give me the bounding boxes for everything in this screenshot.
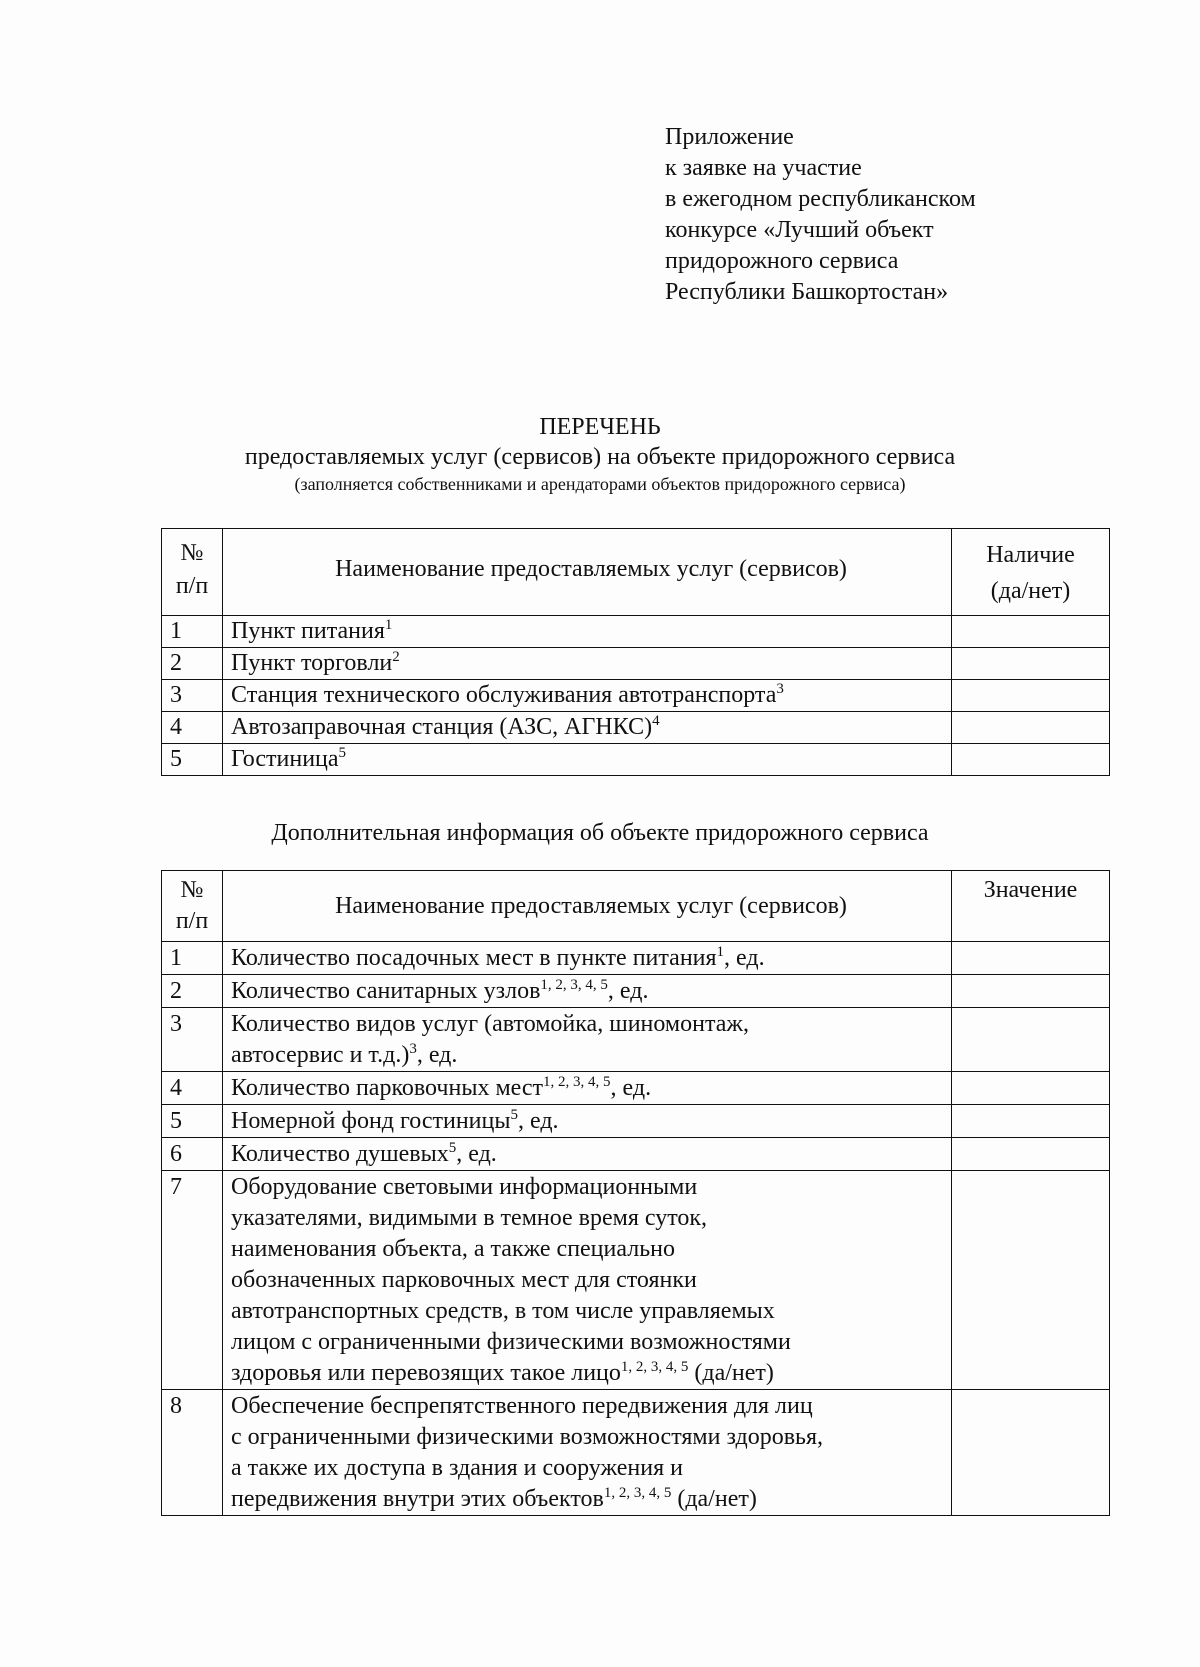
table-row: [162, 744, 1110, 776]
row-service-name: [223, 648, 952, 680]
table-row: [162, 648, 1110, 680]
row-service-name: [223, 680, 952, 712]
row-number: 7: [162, 1171, 223, 1390]
table-header-row: [162, 871, 1110, 942]
row-name-text: Количество парковочных мест: [231, 1075, 544, 1101]
row-value-cell[interactable]: [952, 680, 1110, 712]
row-name-text: автотранспортных средств, в том числе управляемых: [231, 1298, 775, 1324]
header-service-name: Наименование предоставляемых услуг (сервисов): [223, 529, 952, 616]
row-name-text: передвижения внутри этих объектов: [231, 1486, 604, 1512]
appendix-line: конкурсе «Лучший объект: [665, 217, 934, 243]
row-number: 5: [162, 744, 223, 776]
row-service-name: [223, 1138, 952, 1171]
row-name-text: автосервис и т.д.): [231, 1042, 410, 1068]
row-number: 1: [162, 616, 223, 648]
row-service-name: [223, 712, 952, 744]
row-value-cell[interactable]: [952, 1105, 1110, 1138]
table-row: [162, 1072, 1110, 1105]
row-service-name: [223, 1390, 952, 1516]
appendix-block: [665, 122, 976, 308]
footnote-ref: 1, 2, 3, 4, 5: [543, 1074, 611, 1090]
row-number: 4: [162, 712, 223, 744]
document-note: (заполняется собственниками и арендаторами объектов придорожного сервиса): [294, 474, 906, 494]
header-service-name: Наименование предоставляемых услуг (сервисов): [223, 871, 952, 942]
table-row: [162, 1390, 1110, 1516]
footnote-ref: 1, 2, 3, 4, 5: [620, 1359, 689, 1375]
appendix-line: придорожного сервиса: [665, 248, 899, 274]
row-name-text: обозначенных парковочных мест для стоянки: [231, 1267, 697, 1293]
table-row: [162, 942, 1110, 975]
footnote-ref: 1: [384, 617, 393, 633]
row-name-text: Пункт торговли: [231, 650, 393, 676]
row-service-name: [223, 975, 952, 1008]
row-name-suffix: , ед.: [456, 1141, 497, 1167]
row-name-text: Количество посадочных мест в пункте питания: [231, 945, 717, 971]
header-availability: Наличие (да/нет): [952, 529, 1110, 616]
table-header-row: [162, 529, 1110, 616]
row-name-text: Количество душевых: [231, 1141, 449, 1167]
footnote-ref: 3: [776, 681, 784, 697]
row-service-name: [223, 1105, 952, 1138]
row-number: 4: [162, 1072, 223, 1105]
section-heading: Дополнительная информация об объекте придорожного сервиса: [271, 820, 929, 846]
row-service-name: [223, 1008, 952, 1072]
row-number: 6: [162, 1138, 223, 1171]
row-value-cell[interactable]: [952, 712, 1110, 744]
title-block: [0, 412, 1200, 496]
footnote-ref: 1, 2, 3, 4, 5: [603, 1485, 672, 1501]
services-table: [161, 528, 1110, 776]
row-name-suffix: , ед.: [607, 978, 649, 1004]
row-name-text: Обеспечение беспрепятственного передвижения для лиц: [231, 1393, 813, 1419]
row-service-name: [223, 1072, 952, 1105]
row-name-text: наименования объекта, а также специально: [231, 1236, 675, 1262]
row-name-suffix: , ед.: [518, 1108, 559, 1134]
table-row: [162, 1138, 1110, 1171]
row-name-text: здоровья или перевозящих такое лицо: [231, 1360, 621, 1386]
row-value-cell[interactable]: [952, 1008, 1110, 1072]
row-number: 2: [162, 975, 223, 1008]
row-service-name: [223, 744, 952, 776]
row-name-text: указателями, видимыми в темное время суток,: [231, 1205, 708, 1231]
row-name-text: Количество санитарных узлов: [231, 978, 541, 1004]
appendix-line: к заявке на участие: [665, 155, 862, 181]
row-value-cell[interactable]: [952, 1138, 1110, 1171]
row-value-cell[interactable]: [952, 744, 1110, 776]
row-number: 5: [162, 1105, 223, 1138]
header-number: № п/п: [162, 871, 223, 942]
row-name-text: Номерной фонд гостиницы: [231, 1108, 511, 1134]
row-name-suffix: (да/нет): [688, 1360, 774, 1386]
table-row: [162, 975, 1110, 1008]
services-table-body: [162, 616, 1110, 776]
row-number: 8: [162, 1390, 223, 1516]
row-name-text: с ограниченными физическими возможностями здоровья,: [231, 1424, 824, 1450]
row-value-cell[interactable]: [952, 648, 1110, 680]
row-number: 2: [162, 648, 223, 680]
table-row: [162, 712, 1110, 744]
row-name-suffix: , ед.: [416, 1042, 458, 1068]
header-number: № п/п: [162, 529, 223, 616]
footnote-ref: 5: [338, 745, 347, 761]
row-name-text: лицом с ограниченными физическими возможностями: [231, 1329, 791, 1355]
row-number: 3: [162, 680, 223, 712]
row-service-name: [223, 942, 952, 975]
footnote-ref: 1, 2, 3, 4, 5: [540, 977, 608, 993]
row-name-text: а также их доступа в здания и сооружения и: [231, 1455, 683, 1481]
row-number: 3: [162, 1008, 223, 1072]
row-value-cell[interactable]: [952, 1072, 1110, 1105]
row-value-cell[interactable]: [952, 1390, 1110, 1516]
row-service-name: [223, 1171, 952, 1390]
row-name-text: Количество видов услуг (автомойка, шиномонтаж,: [231, 1011, 749, 1037]
document-title: ПЕРЕЧЕНЬ: [539, 414, 661, 440]
info-table: [161, 870, 1110, 1516]
row-name-suffix: (да/нет): [671, 1486, 757, 1512]
row-name-suffix: , ед.: [610, 1075, 652, 1101]
row-number: 1: [162, 942, 223, 975]
row-name-text: Пункт питания: [231, 618, 385, 644]
document-subtitle: предоставляемых услуг (сервисов) на объекте придорожного сервиса: [244, 444, 956, 470]
footnote-ref: 1: [716, 944, 725, 960]
appendix-line: в ежегодном республиканском: [665, 186, 976, 212]
table-row: [162, 1008, 1110, 1072]
footnote-ref: 5: [510, 1107, 518, 1123]
row-name-text: Гостиница: [231, 746, 339, 772]
row-value-cell[interactable]: [952, 975, 1110, 1008]
row-value-cell[interactable]: [952, 942, 1110, 975]
table-row: [162, 680, 1110, 712]
footnote-ref: 4: [652, 713, 660, 729]
info-table-body: [162, 942, 1110, 1516]
row-service-name: [223, 616, 952, 648]
row-name-text: Оборудование световыми информационными: [231, 1174, 698, 1200]
header-value: Значение: [952, 871, 1110, 942]
table-row: [162, 1171, 1110, 1390]
row-name-text: Станция технического обслуживания автотранспорта: [231, 682, 777, 708]
footnote-ref: 3: [409, 1041, 417, 1057]
row-value-cell[interactable]: [952, 1171, 1110, 1390]
table-row: [162, 1105, 1110, 1138]
appendix-line: Приложение: [665, 124, 794, 150]
row-name-text: Автозаправочная станция (АЗС, АГНКС): [231, 714, 653, 740]
appendix-line: Республики Башкортостан»: [665, 279, 949, 305]
table-row: [162, 616, 1110, 648]
row-name-suffix: , ед.: [724, 945, 765, 971]
row-value-cell[interactable]: [952, 616, 1110, 648]
footnote-ref: 2: [392, 649, 400, 665]
footnote-ref: 5: [448, 1140, 457, 1156]
